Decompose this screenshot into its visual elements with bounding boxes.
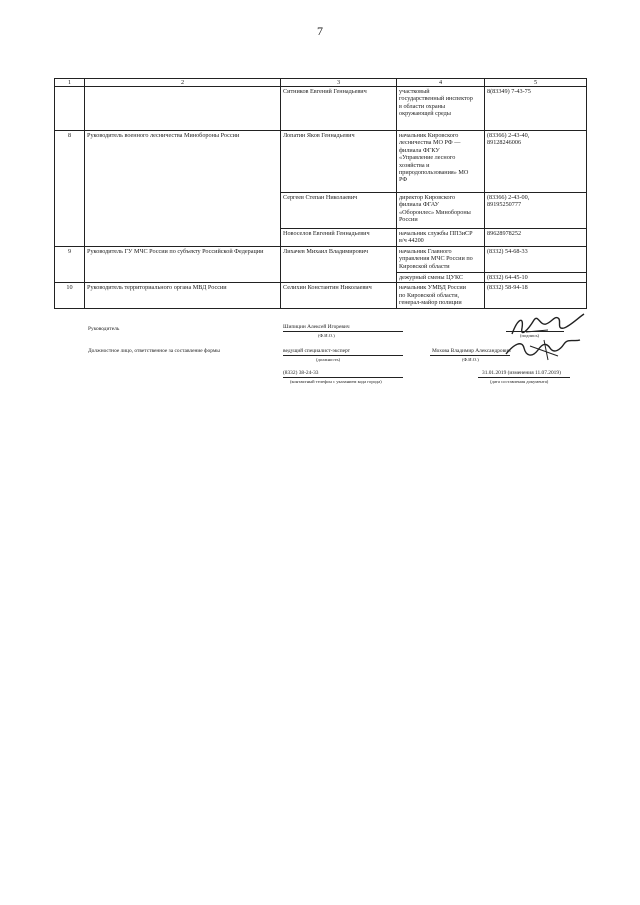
official-name-underline	[430, 355, 510, 356]
phone-line: (8332) 58-94-18	[487, 284, 528, 292]
person-name-cell: Селихин Константин Николаевич	[281, 283, 397, 309]
contacts-table	[54, 78, 587, 309]
position-line: хозяйства и	[399, 161, 430, 169]
phone-line: 89128246006	[487, 139, 522, 147]
head-name-underline	[283, 331, 403, 332]
official-fio-caption: (Ф.И.О.)	[462, 357, 479, 362]
table-header-row	[55, 79, 587, 87]
signature-caption: (подпись)	[520, 333, 540, 338]
person-name-cell: Сергеев Степан Николаевич	[281, 193, 397, 229]
contact-phone: (8332) 38-24-33	[283, 370, 319, 376]
position-line: начальник УМВД России	[399, 284, 466, 292]
organization-cell: Руководитель территориального органа МВД России	[85, 283, 281, 309]
position-line: природопользования» МО	[399, 169, 469, 177]
position-line: государственный инспектор	[399, 95, 473, 103]
position-line: «Управление лесного	[399, 154, 456, 162]
organization-cell: Руководитель ГУ МЧС России по субъекту Российской Федерации	[85, 247, 281, 283]
position-line: начальник Главного	[399, 248, 452, 255]
phone-cell	[485, 87, 587, 131]
position-line: окружающей среды	[399, 110, 451, 118]
person-name-cell: Лопатин Яков Геннадьевич	[281, 131, 397, 193]
position-cell	[397, 131, 485, 193]
phone-cell	[485, 247, 587, 273]
row-number: 8	[55, 131, 85, 247]
position-line: по Кировской области,	[399, 291, 460, 299]
phone-line: 89195250777	[487, 201, 522, 209]
phone-cell	[485, 273, 587, 283]
person-name-cell: Ситников Евгений Геннадьевич	[281, 87, 397, 131]
position-line: начальник службы ПП3иСР	[399, 230, 473, 237]
position-line: филиала ФГКУ	[399, 146, 440, 154]
table-row	[55, 131, 587, 193]
phone-line: 8(83349) 7-43-75	[487, 88, 531, 95]
column-header: 1	[55, 79, 85, 87]
official-signature-icon	[500, 336, 586, 364]
phone-line: (8332) 54-68-33	[487, 248, 528, 255]
table-row	[55, 283, 587, 309]
row-number: 9	[55, 247, 85, 283]
phone-line: (83366) 2-43-00,	[487, 194, 530, 201]
official-label: Должностное лицо, ответственное за составление формы	[88, 348, 220, 354]
phone-cell	[485, 229, 587, 247]
table-row	[55, 87, 587, 131]
position-line: «Оборонлес» Минобороны	[399, 208, 471, 216]
head-fio-caption: (Ф.И.О.)	[318, 333, 335, 338]
position-caption: (должность)	[316, 357, 341, 362]
document-date-underline	[478, 377, 570, 378]
position-cell	[397, 87, 485, 131]
position-line: лесничества МО РФ —	[399, 139, 461, 147]
phone-caption: (контактный телефон с указанием кода города)	[290, 379, 382, 384]
column-header: 5	[485, 79, 587, 87]
head-name: Шипицин Алексей Игоревич	[283, 324, 350, 330]
position-cell	[397, 193, 485, 229]
official-position: ведущий специалист-эксперт	[283, 348, 350, 354]
phone-line: 89628978252	[487, 230, 522, 237]
position-line: в области охраны	[399, 102, 446, 110]
column-header: 2	[85, 79, 281, 87]
page-number: 7	[317, 24, 323, 38]
person-name-cell: Лихачев Михаил Владимирович	[281, 247, 397, 283]
position-line: генерал-майор полиции	[399, 299, 462, 307]
row-number: 10	[55, 283, 85, 309]
contact-phone-underline	[283, 377, 403, 378]
position-line: начальник Кировского	[399, 132, 459, 139]
document-date: 31.01.2019 (изменения 11.07.2019)	[482, 370, 561, 376]
position-cell	[397, 273, 485, 283]
position-line: филиала ФГАУ	[399, 201, 439, 209]
position-line: в/ч 44200	[399, 237, 424, 245]
official-position-underline	[283, 355, 403, 356]
position-line: РФ	[399, 176, 408, 184]
column-header: 3	[281, 79, 397, 87]
phone-cell	[485, 283, 587, 309]
phone-cell	[485, 131, 587, 193]
position-cell	[397, 247, 485, 273]
column-header: 4	[397, 79, 485, 87]
phone-line: (8332) 64-45-10	[487, 274, 528, 281]
position-line: участковый	[399, 88, 430, 95]
phone-cell	[485, 193, 587, 229]
row-number	[55, 87, 85, 131]
person-name-cell: Новоселов Евгений Геннадьевич	[281, 229, 397, 247]
position-cell	[397, 283, 485, 309]
head-label: Руководитель	[88, 326, 120, 332]
date-caption: (дата составления документа)	[490, 379, 549, 384]
position-line: Кировской области	[399, 262, 450, 270]
phone-line: (83366) 2-43-40,	[487, 132, 530, 139]
official-name: Мохова Владимир Александрович	[432, 348, 511, 354]
table-row	[55, 247, 587, 273]
organization-cell	[85, 87, 281, 131]
organization-cell: Руководитель военного лесничества Минобороны России	[85, 131, 281, 247]
position-line: управления МЧС России по	[399, 255, 473, 263]
position-line: директор Кировского	[399, 194, 456, 201]
position-line: России	[399, 216, 418, 224]
position-cell	[397, 229, 485, 247]
position-line: дежурный смены ЦУКС	[399, 274, 464, 281]
